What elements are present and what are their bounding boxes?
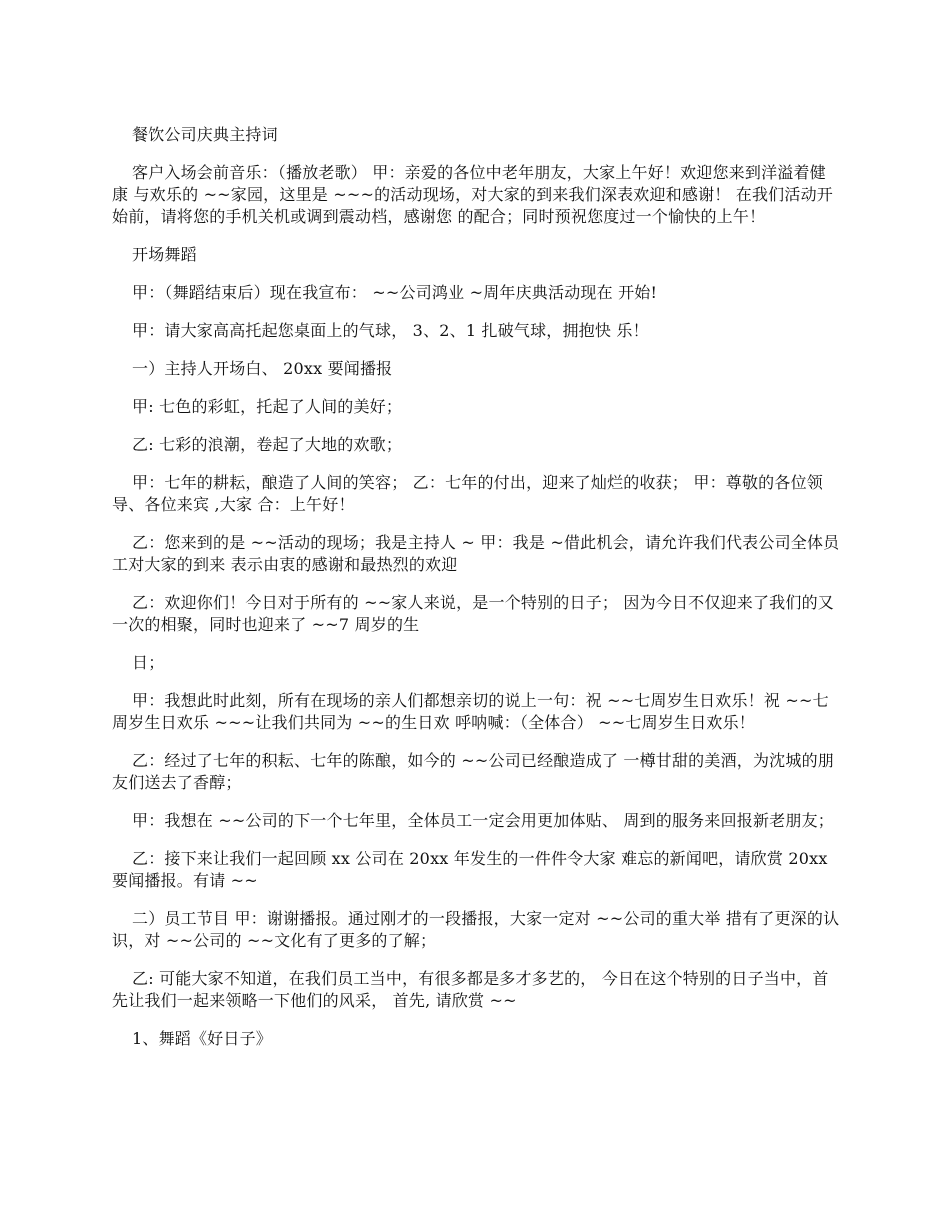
paragraph-welcome: 乙：欢迎你们！今日对于所有的 ~~家人来说，是一个特别的日子； 因为今日不仅迎来了我们的又一次的相聚，同时也迎来了 ~~7 周岁的生 <box>112 593 834 634</box>
paragraph-seven-years: 甲：七年的耕耘，酿造了人间的笑容； 乙：七年的付出，迎来了灿烂的收获； 甲：尊敬的各位领导、各位来宾 ,大家 合：上午好！ <box>112 473 823 514</box>
paragraph-announcement: 甲：（舞蹈结束后）现在我宣布： ~~公司鸿业 ~周年庆典活动现在 开始! <box>132 283 658 302</box>
paragraph-day: 日； <box>132 653 165 672</box>
paragraph-opening-dance: 开场舞蹈 <box>132 245 197 264</box>
document-page <box>112 124 840 1066</box>
paragraph-rainbow: 甲: 七色的彩虹，托起了人间的美好； <box>132 397 403 416</box>
paragraph-section-2-heading: 二）员工节目 甲：谢谢播报。通过刚才的一段播报，大家一定对 ~~公司的重大举 措有了更深的认识，对 ~~公司的 ~~文化有了更多的了解； <box>112 909 840 950</box>
paragraph-next-seven-years: 甲：我想在 ~~公司的下一个七年里，全体员工一定会用更加体贴、 周到的服务来回报新老朋友； <box>132 811 834 830</box>
paragraph-section-1-heading: 一）主持人开场白、 20xx 要闻播报 <box>132 359 393 378</box>
paragraph-talents: 乙: 可能大家不知道，在我们员工当中，有很多都是多才多艺的， 今日在这个特别的日子当中，首先让我们一起来领略一下他们的风采， 首先, 请欣赏 ~~ <box>112 969 829 1010</box>
paragraph-wave: 乙: 七彩的浪潮，卷起了大地的欢歌； <box>132 435 403 454</box>
paragraph-host-intro: 乙：您来到的是 ~~活动的现场；我是主持人 ~ 甲：我是 ~借此机会，请允许我们代表公司全体员工对大家的到来 表示由衷的感谢和最热烈的欢迎 <box>112 533 840 574</box>
paragraph-intro: 客户入场会前音乐：（播放老歌） 甲：亲爱的各位中老年朋友，大家上午好！欢迎您来到洋溢着健康 与欢乐的 ~~家园，这里是 ~~~的活动现场，对大家的到来我们深表欢迎和感谢！ 在我们活动开始前，请将您的手机关机或调到震动档，感谢您 的配合；同时预祝您度过一个愉快的上午！ <box>112 163 833 226</box>
paragraph-news-review: 乙：接下来让我们一起回顾 xx 公司在 20xx 年发生的一件件令大家 难忘的新闻吧，请欣赏 20xx 要闻播报。有请 ~~ <box>112 849 828 890</box>
document-title: 餐饮公司庆典主持词 <box>132 125 278 144</box>
paragraph-balloons: 甲：请大家高高托起您桌面上的气球， 3、2、1 扎破气球，拥抱快 乐！ <box>132 321 649 340</box>
paragraph-dance-program: 1、舞蹈《好日子》 <box>132 1029 272 1048</box>
paragraph-wine: 乙：经过了七年的积耘、七年的陈酿，如今的 ~~公司已经酿造成了 一樽甘甜的美酒，为沈城的朋友们送去了香醇； <box>112 751 834 792</box>
paragraph-birthday-wish: 甲：我想此时此刻，所有在现场的亲人们都想亲切的说上一句：祝 ~~七周岁生日欢乐！祝 ~~七周岁生日欢乐 ~~~让我们共同为 ~~的生日欢 呼呐喊：（全体合） ~~七周岁生日欢乐！ <box>112 691 829 732</box>
